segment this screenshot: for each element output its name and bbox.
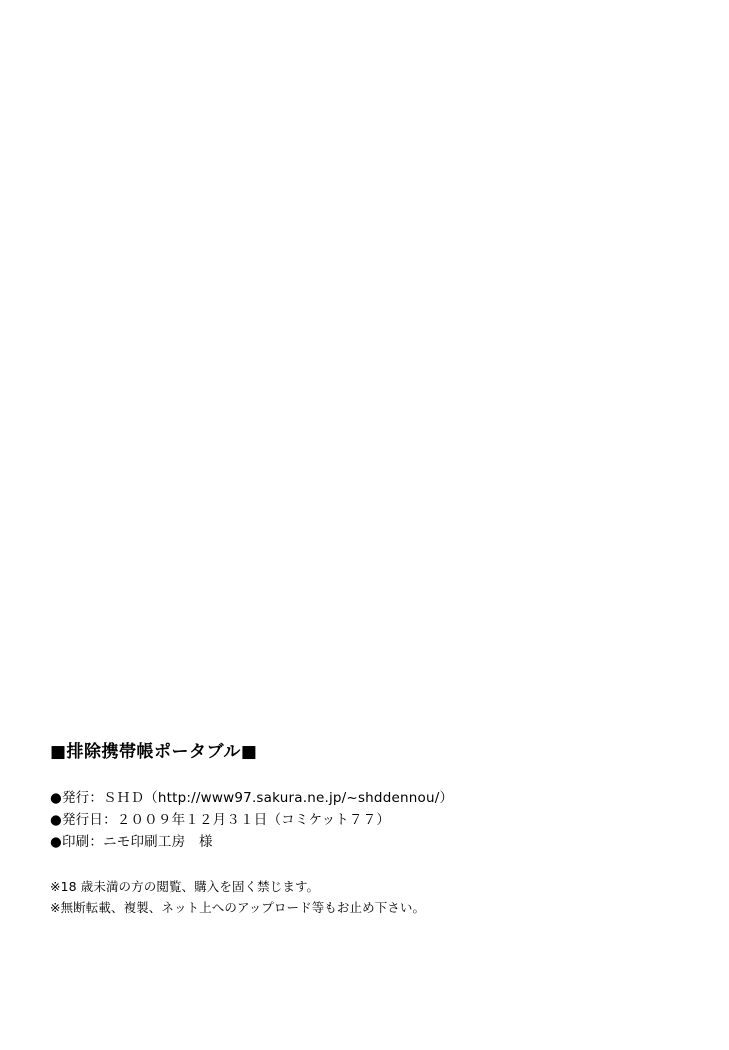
notice-line-reproduction-ban: ※無断転載、複製、ネット上へのアップロード等もお止め下さい。 (50, 900, 426, 916)
credit-line-printer: ●印刷：ニモ印刷工房 様 (50, 834, 213, 851)
notices-list (50, 876, 670, 919)
colophon-title: ■排除携帯帳ポータブル■ (50, 742, 258, 762)
colophon-block (50, 742, 670, 919)
credit-line-publisher: ●発行：ＳＨＤ（http://www97.sakura.ne.jp/~shddennou/） (50, 790, 454, 807)
notice-line-age-restriction: ※18 歳未満の方の閲覧、購入を固く禁じます。 (50, 878, 320, 894)
credit-line-publication-date: ●発行日：２００９年１２月３１日（コミケット７７） (50, 812, 391, 829)
credits-list (50, 788, 670, 854)
